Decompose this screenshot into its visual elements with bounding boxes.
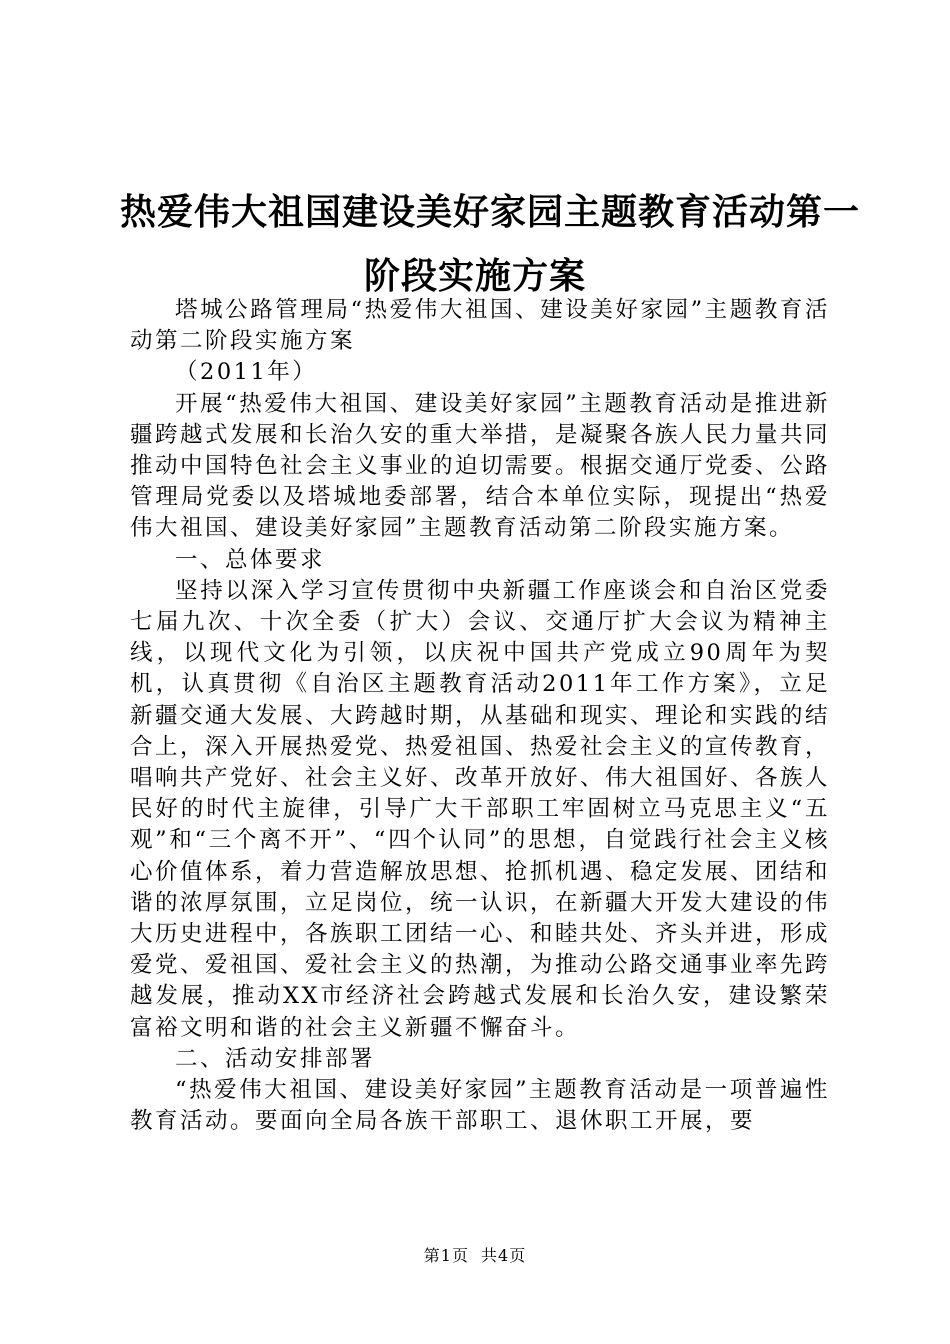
- section-heading-general-requirements: 一、总体要求: [175, 546, 326, 573]
- page-footer: [0, 1243, 950, 1266]
- year-paragraph: （2011年）: [175, 359, 318, 386]
- section-heading-activity-arrangement: 二、活动安排部署: [175, 1045, 376, 1072]
- subtitle-paragraph: 塔城公路管理局“热爱伟大祖国、建设美好家园”主题教育活动第二阶段实施方案: [130, 297, 830, 355]
- intro-paragraph: 开展“热爱伟大祖国、建设美好家园”主题教育活动是推进新疆跨越式发展和长治久安的重大举措，是凝聚各族人民力量共同推动中国特色社会主义事业的迫切需要。根据交通厅党委、公路管理局党委以及塔城地委部署，结合本单位实际，现提出“热爱伟大祖国、建设美好家园”主题教育活动第二阶段实施方案。: [130, 390, 831, 542]
- activity-arrangement-paragraph: “热爱伟大祖国、建设美好家园”主题教育活动是一项普遍性教育活动。要面向全局各族干部职工、退休职工开展，要: [130, 1077, 830, 1135]
- document-body: [130, 295, 830, 1137]
- page-number-total: 共4页: [481, 1246, 527, 1265]
- general-requirements-paragraph: 坚持以深入学习宣传贯彻中央新疆工作座谈会和自治区党委七届九次、十次全委（扩大）会议、交通厅扩大会议为精神主线，以现代文化为引领，以庆祝中国共产党成立90周年为契机，认真贯彻《自治区主题教育活动2011年工作方案》，立足新疆交通大发展、大跨越时期，从基础和现实、理论和实践的结合上，深入开展热爱党、热爱祖国、热爱社会主义的宣传教育，唱响共产党好、社会主义好、改革开放好、伟大祖国好、各族人民好的时代主旋律，引导广大干部职工牢固树立马克思主义“五观”和“三个离不开”、“四个认同”的思想，自觉践行社会主义核心价值体系，着力营造解放思想、抢抓机遇、稳定发展、团结和谐的浓厚氛围，立足岗位，统一认识，在新疆大开发大建设的伟大历史进程中，各族职工团结一心、和睦共处、齐头并进，形成爱党、爱祖国、爱社会主义的热潮，为推动公路交通事业率先跨越发展，推动XX市经济社会跨越式发展和长治久安，建设繁荣富裕文明和谐的社会主义新疆不懈奋斗。: [130, 577, 831, 1041]
- page-number-current: 第1页: [423, 1246, 469, 1265]
- document-title-line-2: 阶段实施方案: [363, 256, 586, 297]
- document-title-line-1: 热爱伟大祖国建设美好家园主题教育活动第一: [120, 192, 861, 233]
